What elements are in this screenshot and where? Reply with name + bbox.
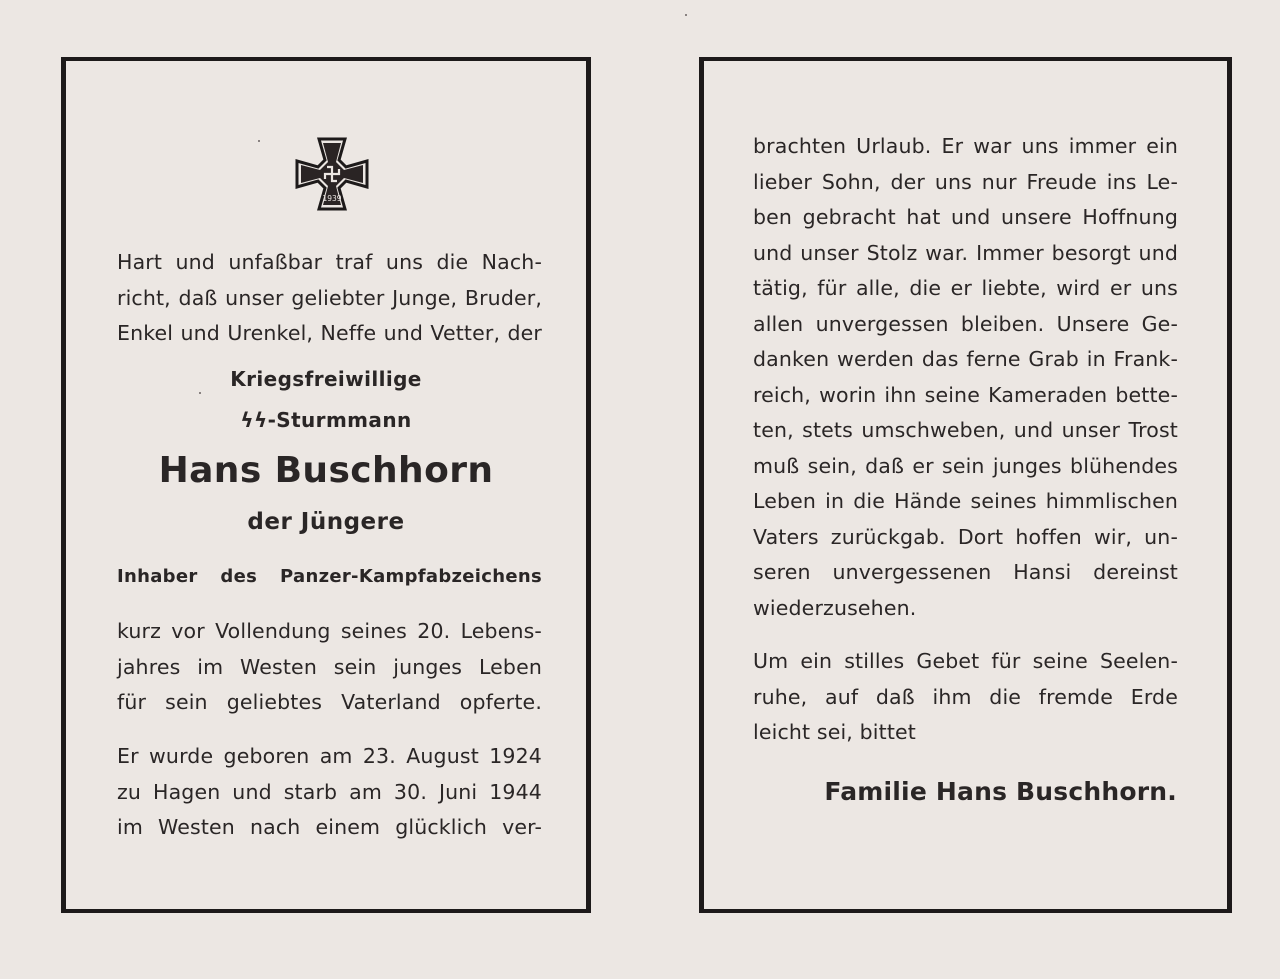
name-suffix: der Jüngere [247, 509, 405, 535]
rank-title: ϟϟ-Sturmmann [240, 408, 412, 432]
text-line: Hart und unfaßbar traf uns die Nach- [117, 250, 542, 274]
text-line: allen unvergessen bleiben. Unsere Ge- [753, 311, 1178, 336]
text-line: seren unvergessenen Hansi dereinst [753, 560, 1178, 584]
emblem-year: 1939 [322, 194, 342, 203]
text-line: und unser Stolz war. Immer besorgt und [753, 240, 1178, 265]
text-line: lieber Sohn, der uns nur Freude ins Le- [753, 169, 1178, 194]
prayer-paragraph [753, 644, 1178, 751]
text-line: Um ein stilles Gebet für seine Seelen- [753, 649, 1178, 673]
text-line: Vaters zurückgab. Dort hoffen wir, un- [753, 524, 1178, 549]
text-line: jahres im Westen sein junges Leben [117, 654, 542, 679]
text-line: reich, worin ihn seine Kameraden bette- [753, 382, 1178, 407]
text-line: tätig, für alle, die er liebte, wird er uns [753, 276, 1178, 300]
right-memorial-panel [699, 57, 1232, 913]
family-signature: Familie Hans Buschhorn. [824, 777, 1177, 806]
text-line: für sein geliebtes Vaterland opferte. [117, 690, 542, 714]
text-line: im Westen nach einem glücklich ver- [117, 815, 542, 839]
text-line: ten, stets umschweben, und unser Trost [753, 418, 1178, 442]
text-line: Enkel und Urenkel, Neffe und Vetter, der [117, 321, 542, 345]
text-line: zu Hagen und starb am 30. Juni 1944 [117, 779, 542, 804]
text-line: muß sein, daß er sein junges blühendes [753, 453, 1178, 478]
paper-speck [685, 14, 687, 16]
birth-paragraph [117, 739, 542, 846]
paper-speck [199, 392, 201, 394]
award-line: Inhaber des Panzer-Kampfabzeichens [117, 566, 542, 587]
text-line: richt, daß unser geliebter Junge, Bruder, [117, 285, 542, 310]
text-line: ben gebracht hat und unsere Hoffnung [753, 205, 1178, 229]
iron-cross-icon [294, 136, 370, 212]
volunteer-title: Kriegsfreiwillige [230, 367, 422, 391]
left-memorial-panel [61, 57, 591, 913]
intro-paragraph [117, 245, 542, 352]
text-line: kurz vor Vollendung seines 20. Lebens- [117, 619, 542, 643]
text-line: wiederzusehen. [753, 595, 917, 620]
deceased-name: Hans Buschhorn [158, 450, 494, 491]
text-line: Er wurde geboren am 23. August 1924 [117, 744, 542, 768]
text-line: brachten Urlaub. Er war uns immer ein [753, 134, 1178, 158]
memory-paragraph [753, 129, 1178, 626]
text-line: leicht sei, bittet [753, 720, 916, 744]
paper-speck [258, 140, 260, 142]
text-line: danken werden das ferne Grab in Frank- [753, 347, 1178, 371]
death-paragraph [117, 614, 542, 721]
text-line: ruhe, auf daß ihm die fremde Erde [753, 684, 1178, 709]
text-line: Leben in die Hände seines himmlischen [753, 489, 1178, 513]
